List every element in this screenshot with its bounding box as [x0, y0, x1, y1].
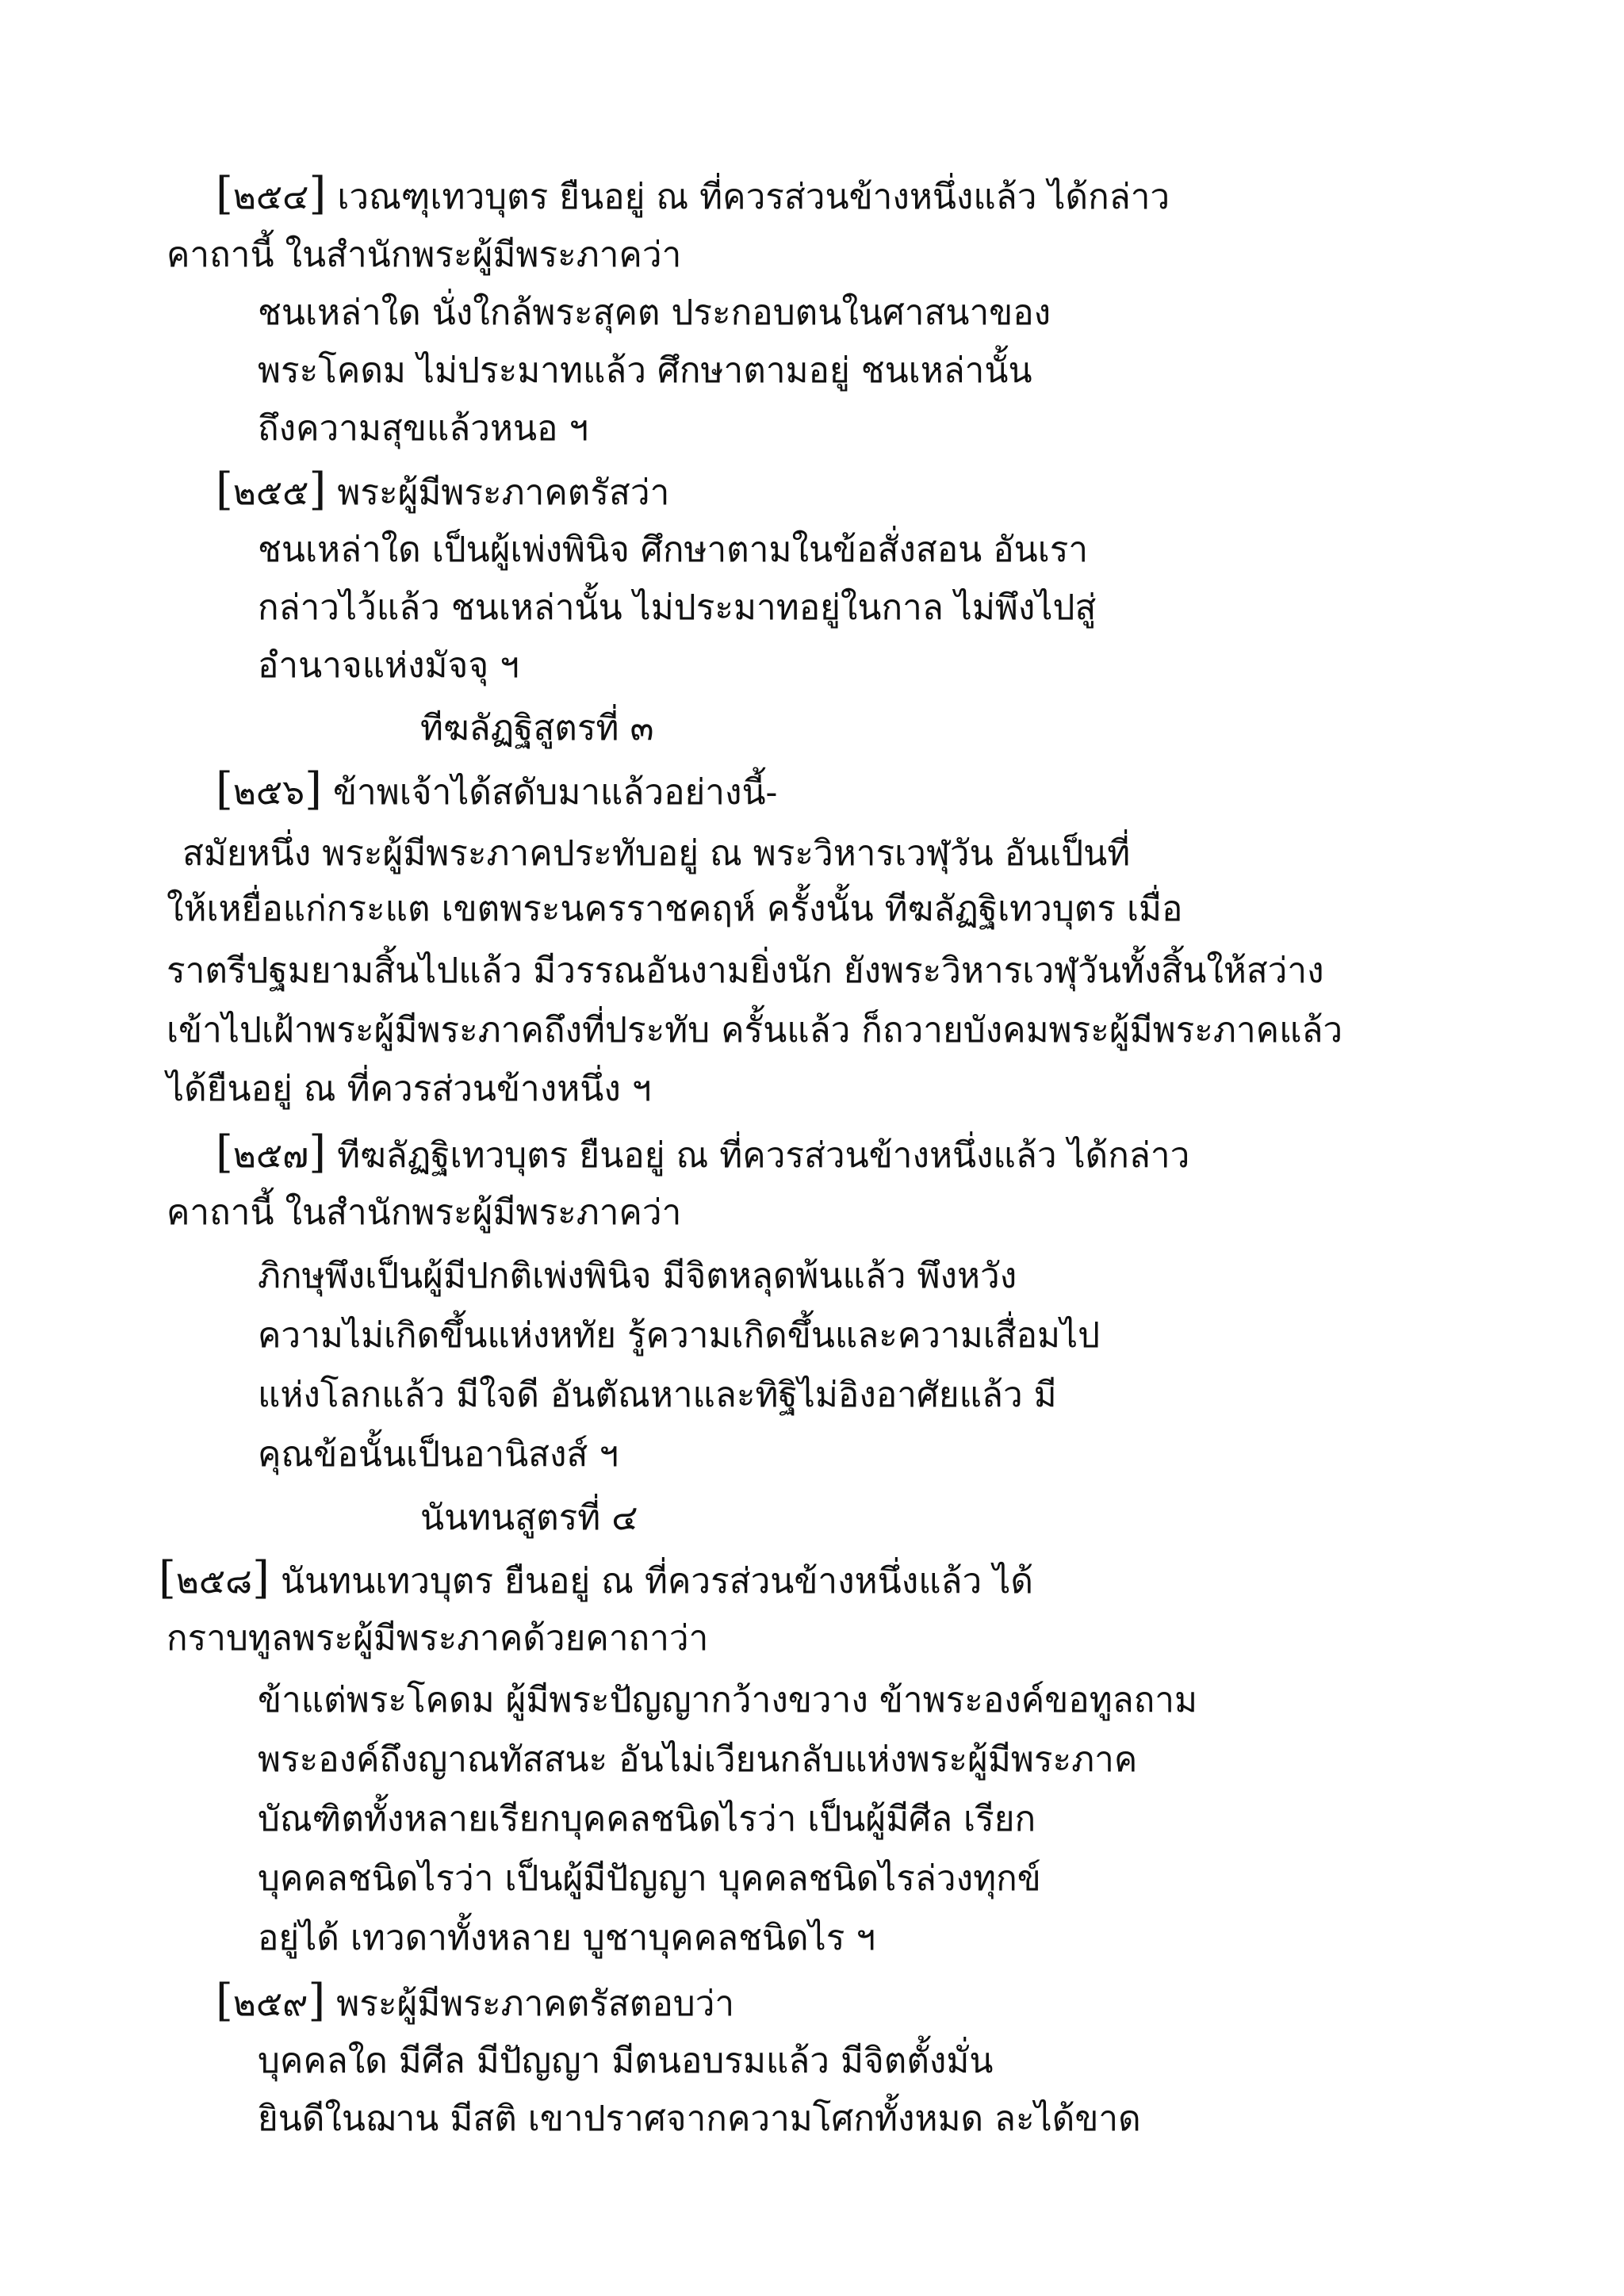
- open-bracket: [: [216, 763, 233, 815]
- line-text: พระผู้มีพระภาคตรัสตอบว่า: [336, 1984, 735, 2024]
- continuation-line: [167, 232, 681, 279]
- line-text: ยินดีในฌาน มีสติ เขาปราศจากความโศกทั้งหมด ละได้ขาด: [258, 2099, 1141, 2139]
- verse-line: [258, 405, 588, 453]
- paragraph-line: [216, 170, 1170, 221]
- open-bracket: [: [216, 168, 233, 220]
- line-text: ภิกษุพึงเป็นผู้มีปกติเพ่งพินิจ มีจิตหลุดพ้นแล้ว พึงหวัง: [258, 1256, 1017, 1296]
- verse-line: [258, 1253, 1017, 1300]
- line-text: คาถานี้ ในสำนักพระผู้มีพระภาคว่า: [167, 1192, 682, 1233]
- paragraph-line: [216, 466, 669, 517]
- line-text: อำนาจแห่งมัจจุ ฯ: [258, 645, 519, 686]
- line-text: บัณฑิตทั้งหลายเรียกบุคคลชนิดไรว่า เป็นผู้มีศีล เรียก: [258, 1799, 1036, 1839]
- line-text: ข้าพเจ้าได้สดับมาแล้วอย่างนี้-: [332, 772, 778, 813]
- verse-line: [258, 584, 1096, 632]
- paragraph-number: ๒๕๘: [175, 1561, 253, 1601]
- continuation-line: [167, 947, 1324, 995]
- sutta-heading: [420, 705, 654, 752]
- verse-line: [258, 526, 1088, 574]
- line-text: ข้าแต่พระโคดม ผู้มีพระปัญญากว้างขวาง ข้าพระองค์ขอทูลถาม: [258, 1680, 1198, 1720]
- paragraph-line: [216, 763, 778, 817]
- line-text: ราตรีปฐมยามสิ้นไปแล้ว มีวรรณอันงามยิ่งนัก ยังพระวิหารเวฬุวันทั้งสิ้นให้สว่าง: [167, 951, 1324, 991]
- verse-line: [258, 1796, 1036, 1843]
- verse-line: [258, 1736, 1137, 1784]
- paragraph-number: ๒๕๔: [232, 177, 309, 217]
- verse-line: [258, 347, 1032, 395]
- continuation-line: [167, 886, 1182, 933]
- continuation-line: [167, 1189, 681, 1237]
- line-text: ถึงความสุขแล้วหนอ ฯ: [258, 408, 589, 449]
- verse-line: [258, 1915, 875, 1962]
- paragraph-number: ๒๕๕: [232, 473, 309, 513]
- open-bracket: [: [159, 1552, 176, 1604]
- paragraph-line: [182, 830, 1130, 878]
- line-text: สมัยหนึ่ง พระผู้มีพระภาคประทับอยู่ ณ พระวิหารเวฬุวัน อันเป็นที่: [182, 833, 1131, 874]
- verse-line: [258, 2038, 993, 2085]
- verse-line: [258, 1431, 619, 1479]
- open-bracket: [: [216, 464, 233, 515]
- line-text: ชนเหล่าใด เป็นผู้เพ่งพินิจ ศึกษาตามในข้อสั่งสอน อันเรา: [258, 530, 1089, 570]
- line-text: พระผู้มีพระภาคตรัสว่า: [337, 473, 670, 513]
- close-bracket: ]: [308, 464, 327, 515]
- line-text: ให้เหยื่อแก่กระแต เขตพระนครราชคฤห์ ครั้งนั้น ทีฆลัฏฐิเทวบุตร เมื่อ: [167, 889, 1183, 929]
- close-bracket: ]: [308, 1975, 326, 2026]
- line-text: นันทนเทวบุตร ยืนอยู่ ณ ที่ควรส่วนข้างหนึ่งแล้ว ได้: [280, 1561, 1033, 1601]
- line-text: แห่งโลกแล้ว มีใจดี อันตัณหาและทิฐิไม่อิงอาศัยแล้ว มี: [258, 1375, 1057, 1415]
- verse-line: [258, 1372, 1057, 1419]
- paragraph-line: [159, 1552, 1033, 1605]
- line-text: คาถานี้ ในสำนักพระผู้มีพระภาคว่า: [167, 235, 682, 275]
- line-text: ทีฆลัฏฐิเทวบุตร ยืนอยู่ ณ ที่ควรส่วนข้างหนึ่งแล้ว ได้กล่าว: [337, 1135, 1190, 1176]
- line-text: คุณข้อนั้นเป็นอานิสงส์ ฯ: [258, 1434, 619, 1475]
- line-text: เข้าไปเฝ้าพระผู้มีพระภาคถึงที่ประทับ ครั้นแล้ว ก็ถวายบังคมพระผู้มีพระภาคแล้ว: [167, 1010, 1343, 1050]
- verse-line: [258, 2095, 1141, 2143]
- continuation-line: [167, 1066, 652, 1113]
- verse-line: [258, 289, 1051, 337]
- line-text: กราบทูลพระผู้มีพระภาคด้วยคาถาว่า: [167, 1618, 709, 1659]
- line-text: บุคคลใด มีศีล มีปัญญา มีตนอบรมแล้ว มีจิตตั้งมั่น: [258, 2041, 994, 2081]
- verse-line: [258, 642, 519, 690]
- sutta-heading: [420, 1494, 638, 1542]
- line-text: ได้ยืนอยู่ ณ ที่ควรส่วนข้างหนึ่ง ฯ: [167, 1069, 652, 1109]
- paragraph-number: ๒๕๖: [232, 772, 305, 813]
- paragraph-line: [216, 1129, 1189, 1180]
- line-text: พระองค์ถึงญาณทัสสนะ อันไม่เวียนกลับแห่งพระผู้มีพระภาค: [258, 1739, 1138, 1780]
- line-text: ชนเหล่าใด นั่งใกล้พระสุคต ประกอบตนในศาสนาของ: [258, 293, 1051, 333]
- line-text: ทีฆลัฏฐิสูตรที่ ๓: [420, 708, 654, 748]
- line-text: เวณฑุเทวบุตร ยืนอยู่ ณ ที่ควรส่วนข้างหนึ่งแล้ว ได้กล่าว: [337, 177, 1170, 217]
- close-bracket: ]: [304, 763, 322, 815]
- line-text: กล่าวไว้แล้ว ชนเหล่านั้น ไม่ประมาทอยู่ในกาล ไม่พึงไปสู่: [258, 587, 1097, 628]
- line-text: อยู่ได้ เทวดาทั้งหลาย บูชาบุคคลชนิดไร ฯ: [258, 1918, 876, 1958]
- line-text: พระโคดม ไม่ประมาทแล้ว ศึกษาตามอยู่ ชนเหล่านั้น: [258, 350, 1032, 391]
- open-bracket: [: [216, 1975, 233, 2026]
- line-text: บุคคลชนิดไรว่า เป็นผู้มีปัญญา บุคคลชนิดไรล่วงทุกข์: [258, 1858, 1041, 1899]
- paragraph-line: [216, 1977, 734, 2028]
- line-text: นันทนสูตรที่ ๔: [420, 1498, 638, 1538]
- continuation-line: [167, 1007, 1342, 1054]
- close-bracket: ]: [252, 1552, 270, 1604]
- paragraph-number: ๒๕๗: [232, 1135, 309, 1176]
- verse-line: [258, 1312, 1100, 1360]
- open-bracket: [: [216, 1127, 233, 1178]
- verse-line: [258, 1855, 1041, 1903]
- close-bracket: ]: [308, 1127, 327, 1178]
- line-text: ความไม่เกิดขึ้นแห่งหทัย รู้ความเกิดขึ้นและความเสื่อมไป: [258, 1315, 1101, 1356]
- paragraph-number: ๒๕๙: [232, 1984, 308, 2024]
- continuation-line: [167, 1615, 708, 1663]
- verse-line: [258, 1677, 1197, 1724]
- close-bracket: ]: [308, 168, 327, 220]
